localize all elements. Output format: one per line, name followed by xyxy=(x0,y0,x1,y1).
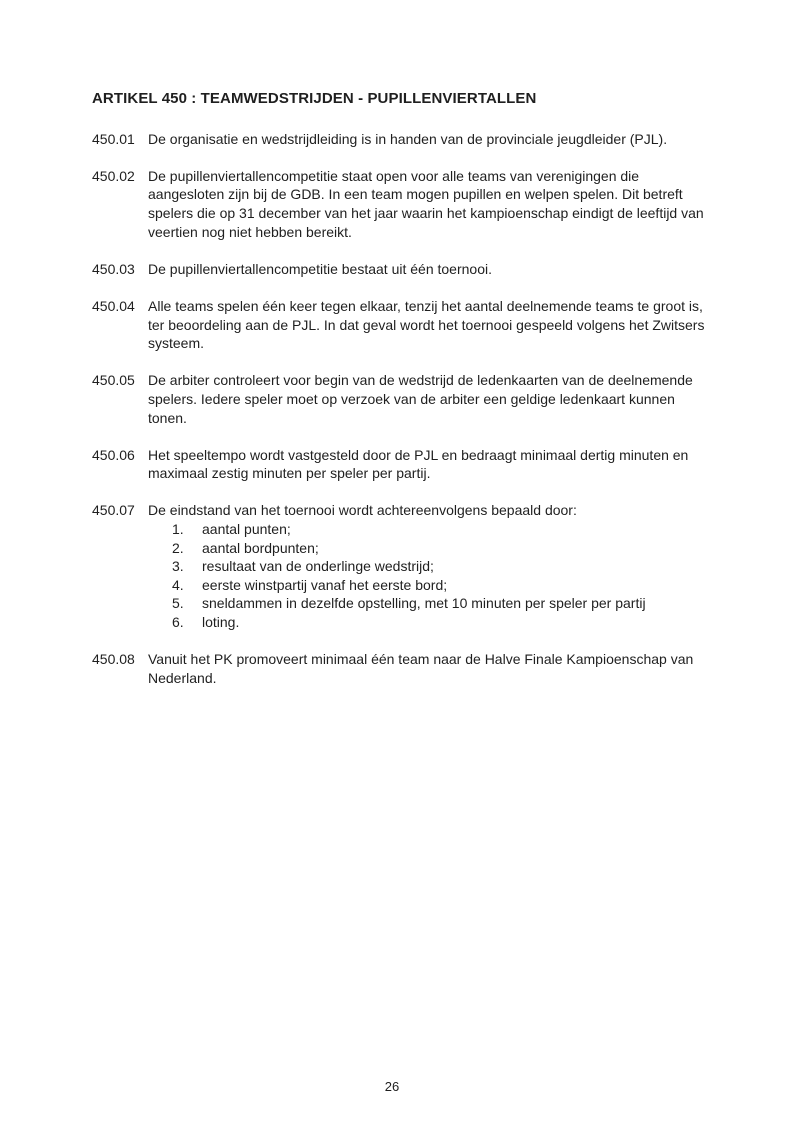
list-item-marker: 4. xyxy=(172,576,184,593)
article-number: 450.04 xyxy=(92,297,135,314)
article-number: 450.01 xyxy=(92,130,135,147)
article-number: 450.06 xyxy=(92,446,135,463)
list-item-marker: 1. xyxy=(172,521,184,538)
article-text: Vanuit het PK promoveert minimaal één team naar de Halve Finale Kampioenschap van Nederland. xyxy=(148,651,694,686)
article-text xyxy=(148,501,715,631)
article-row-450-08 xyxy=(92,650,715,687)
article-row-450-05 xyxy=(92,371,715,427)
list-item-text: aantal bordpunten; xyxy=(202,539,319,556)
list-item xyxy=(172,613,715,632)
article-number: 450.02 xyxy=(92,167,135,184)
article-number: 450.08 xyxy=(92,651,135,668)
article-row-450-01 xyxy=(92,130,715,149)
list-item-text: sneldammen in dezelfde opstelling, met 10 minuten per speler per partij xyxy=(202,595,646,612)
article-text: Het speeltempo wordt vastgesteld door de PJL en bedraagt minimaal dertig minuten en maximaal zestig minuten per speler per partij. xyxy=(148,446,689,482)
list-item-text: aantal punten; xyxy=(202,521,291,538)
list-item-marker: 6. xyxy=(172,614,184,631)
article-number: 450.05 xyxy=(92,372,135,389)
article-row-450-06 xyxy=(92,446,715,483)
article-row-450-02 xyxy=(92,167,715,241)
list-item-text: resultaat van de onderlinge wedstrijd; xyxy=(202,558,434,575)
list-item-marker: 2. xyxy=(172,539,184,556)
list-item xyxy=(172,557,715,576)
article-number: 450.03 xyxy=(92,260,135,277)
page-number: 26 xyxy=(384,1079,400,1094)
article-text: De organisatie en wedstrijdleiding is in handen van de provinciale jeugdleider (PJL). xyxy=(148,130,668,147)
list-item xyxy=(172,539,715,558)
article-text: De pupillenviertallencompetitie bestaat uit één toernooi. xyxy=(148,260,492,277)
list-item-marker: 3. xyxy=(172,558,184,575)
list-item xyxy=(172,576,715,595)
article-row-450-07 xyxy=(92,501,715,631)
list-item xyxy=(172,594,715,613)
article-text: Alle teams spelen één keer tegen elkaar, tenzij het aantal deelnemende teams te groot is, ter beoordeling aan de PJL. In dat geval wordt het toernooi gespeeld volgens het Zwitsers systeem. xyxy=(148,297,705,352)
ranking-criteria-list xyxy=(172,520,715,632)
article-text: De arbiter controleert voor begin van de wedstrijd de ledenkaarten van de deelnemende spelers. Iedere speler moet op verzoek van de arbiter een geldige ledenkaart kunnen tonen. xyxy=(148,372,693,426)
article-intro-text: De eindstand van het toernooi wordt achtereenvolgens bepaald door: xyxy=(148,502,577,519)
article-number: 450.07 xyxy=(92,502,135,519)
article-heading: ARTIKEL 450 : TEAMWEDSTRIJDEN - PUPILLENVIERTALLEN xyxy=(92,90,537,107)
list-item xyxy=(172,520,715,539)
article-text: De pupillenviertallencompetitie staat open voor alle teams van verenigingen die aangesloten zijn bij de GDB. In een team mogen pupillen en welpen spelen. Dit betreft spelers die op 31 december van het jaar waarin het kampioenschap eindigt de leeftijd van veertien nog niet hebben bereikt. xyxy=(148,167,704,240)
list-item-text: eerste winstpartij vanaf het eerste bord; xyxy=(202,576,448,593)
list-item-text: loting. xyxy=(202,614,240,631)
list-item-marker: 5. xyxy=(172,595,184,612)
article-row-450-03 xyxy=(92,260,715,279)
article-row-450-04 xyxy=(92,297,715,353)
